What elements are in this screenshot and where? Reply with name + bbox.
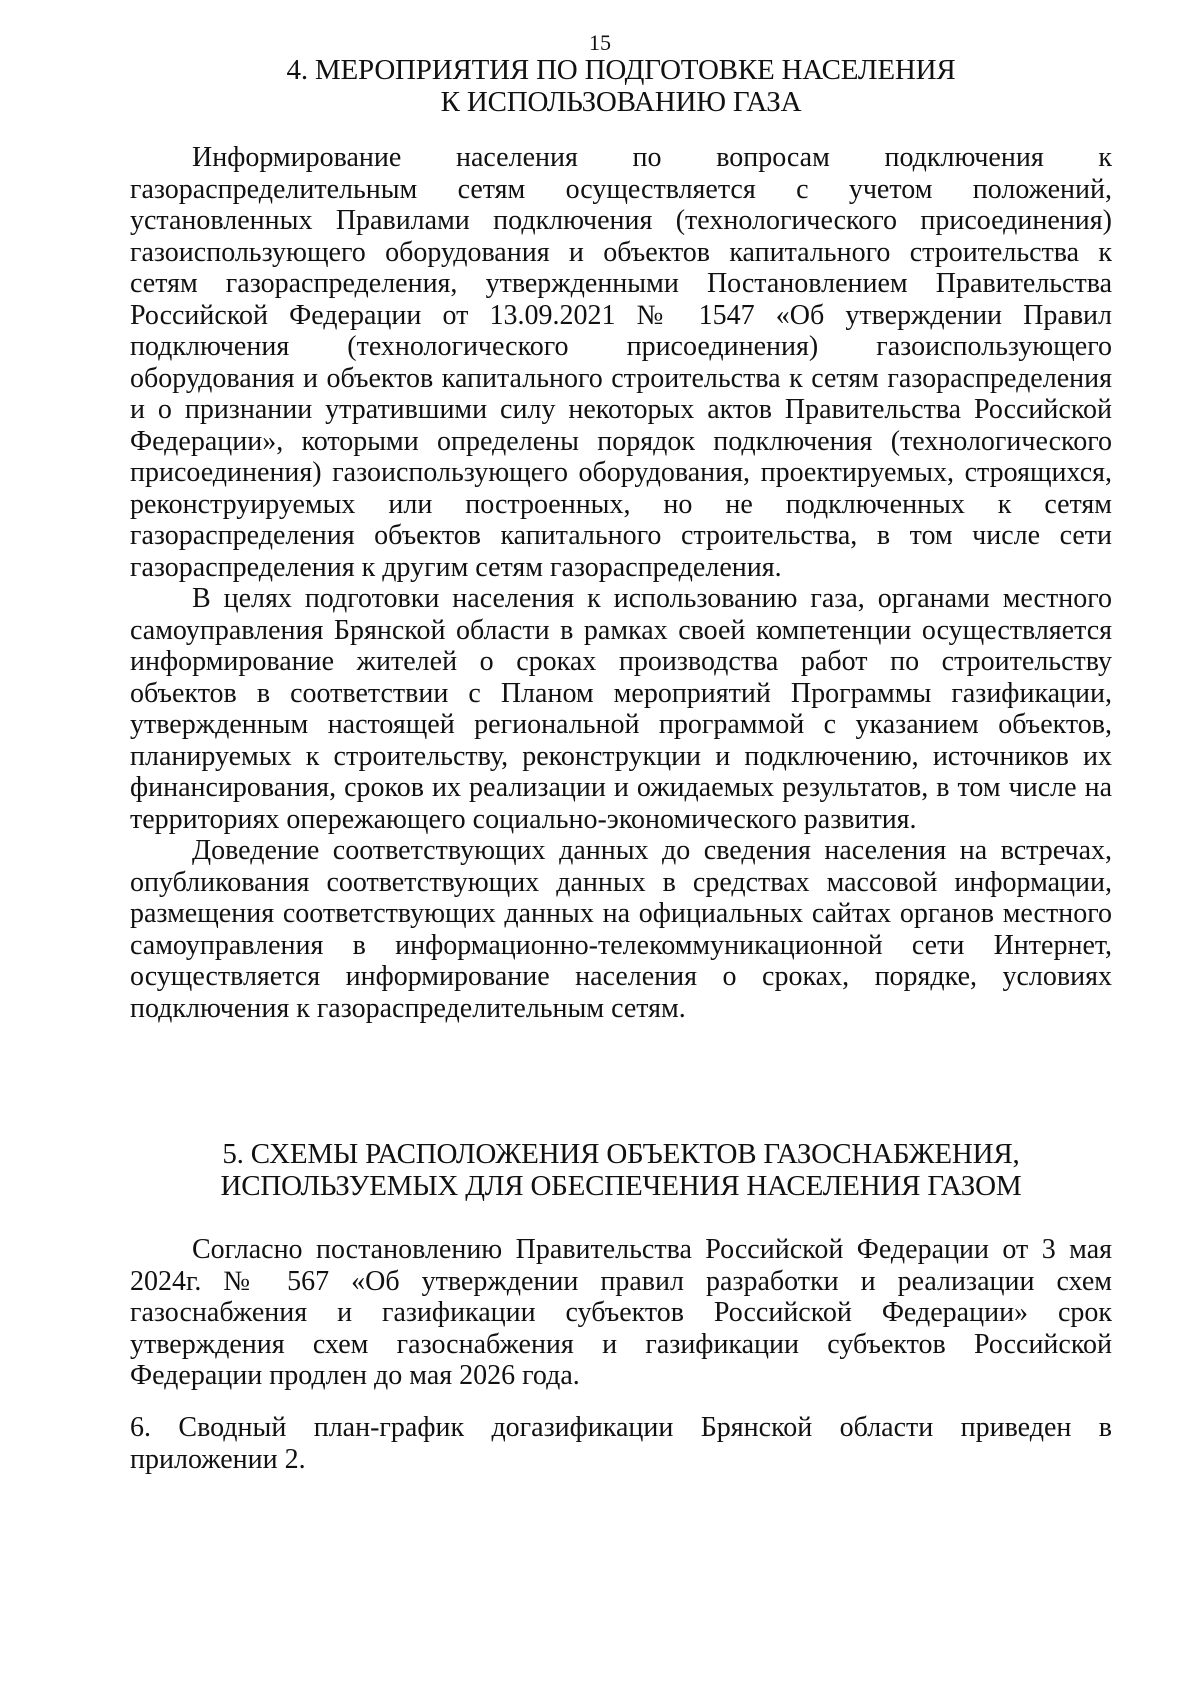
section-4-heading — [130, 54, 1112, 118]
page-number: 15 — [589, 30, 611, 55]
section-5-paragraph-1: Согласно постановлению Правительства Российской Федерации от 3 мая 2024г. № 567 «Об утверждении правил разработки и реализации схем газоснабжения и газификации субъектов Российской Федерации» срок утверждения схем газоснабжения и газификации субъектов Российской Федерации продлен до мая 2026 года. — [130, 1234, 1112, 1391]
section-4-paragraph-3: Доведение соответствующих данных до сведения населения на встречах, опубликования соответствующих данных в средствах массовой информации, размещения соответствующих данных на официальных сайтах органов местного самоуправления в информационно-телекоммуникационной сети Интернет, осуществляется информирование населения о сроках, порядке, условиях подключения к газораспределительным сетям. — [130, 835, 1112, 1024]
section-6-paragraph: 6. Сводный план-график догазификации Брянской области приведен в приложении 2. — [130, 1412, 1112, 1475]
section-6-body — [130, 1412, 1112, 1475]
section-5-heading — [130, 1138, 1112, 1202]
section-4-heading-line-1: 4. МЕРОПРИЯТИЯ ПО ПОДГОТОВКЕ НАСЕЛЕНИЯ — [286, 54, 956, 86]
section-4-paragraph-2: В целях подготовки населения к использованию газа, органами местного самоуправления Брянской области в рамках своей компетенции осуществляется информирование жителей о сроках производства работ по строительству объектов в соответствии с Планом мероприятий Программы газификации, утвержденным настоящей региональной программой с указанием объектов, планируемых к строительству, реконструкции и подключению, источников их финансирования, сроков их реализации и ожидаемых результатов, в том числе на территориях опережающего социально-экономического развития. — [130, 583, 1112, 835]
section-4-heading-line-2: К ИСПОЛЬЗОВАНИЮ ГАЗА — [440, 86, 802, 118]
section-4-paragraph-1: Информирование населения по вопросам подключения к газораспределительным сетям осуществляется с учетом положений, установленных Правилами подключения (технологического присоединения) газоиспользующего оборудования и объектов капитального строительства к сетям газораспределения, утвержденными Постановлением Правительства Российской Федерации от 13.09.2021 № 1547 «Об утверждении Правил подключения (технологического присоединения) газоиспользующего оборудования и объектов капитального строительства к сетям газораспределения и о признании утратившими силу некоторых актов Правительства Российской Федерации», которыми определены порядок подключения (технологического присоединения) газоиспользующего оборудования, проектируемых, строящихся, реконструируемых или построенных, но не подключенных к сетям газораспределения объектов капитального строительства, в том числе сети газораспределения к другим сетям газораспределения. — [130, 142, 1112, 583]
section-5-body — [130, 1234, 1112, 1392]
section-4-body — [130, 142, 1112, 1024]
section-5-heading-line-2: ИСПОЛЬЗУЕМЫХ ДЛЯ ОБЕСПЕЧЕНИЯ НАСЕЛЕНИЯ ГАЗОМ — [220, 1170, 1022, 1202]
section-5-heading-line-1: 5. СХЕМЫ РАСПОЛОЖЕНИЯ ОБЪЕКТОВ ГАЗОСНАБЖЕНИЯ, — [222, 1138, 1020, 1170]
